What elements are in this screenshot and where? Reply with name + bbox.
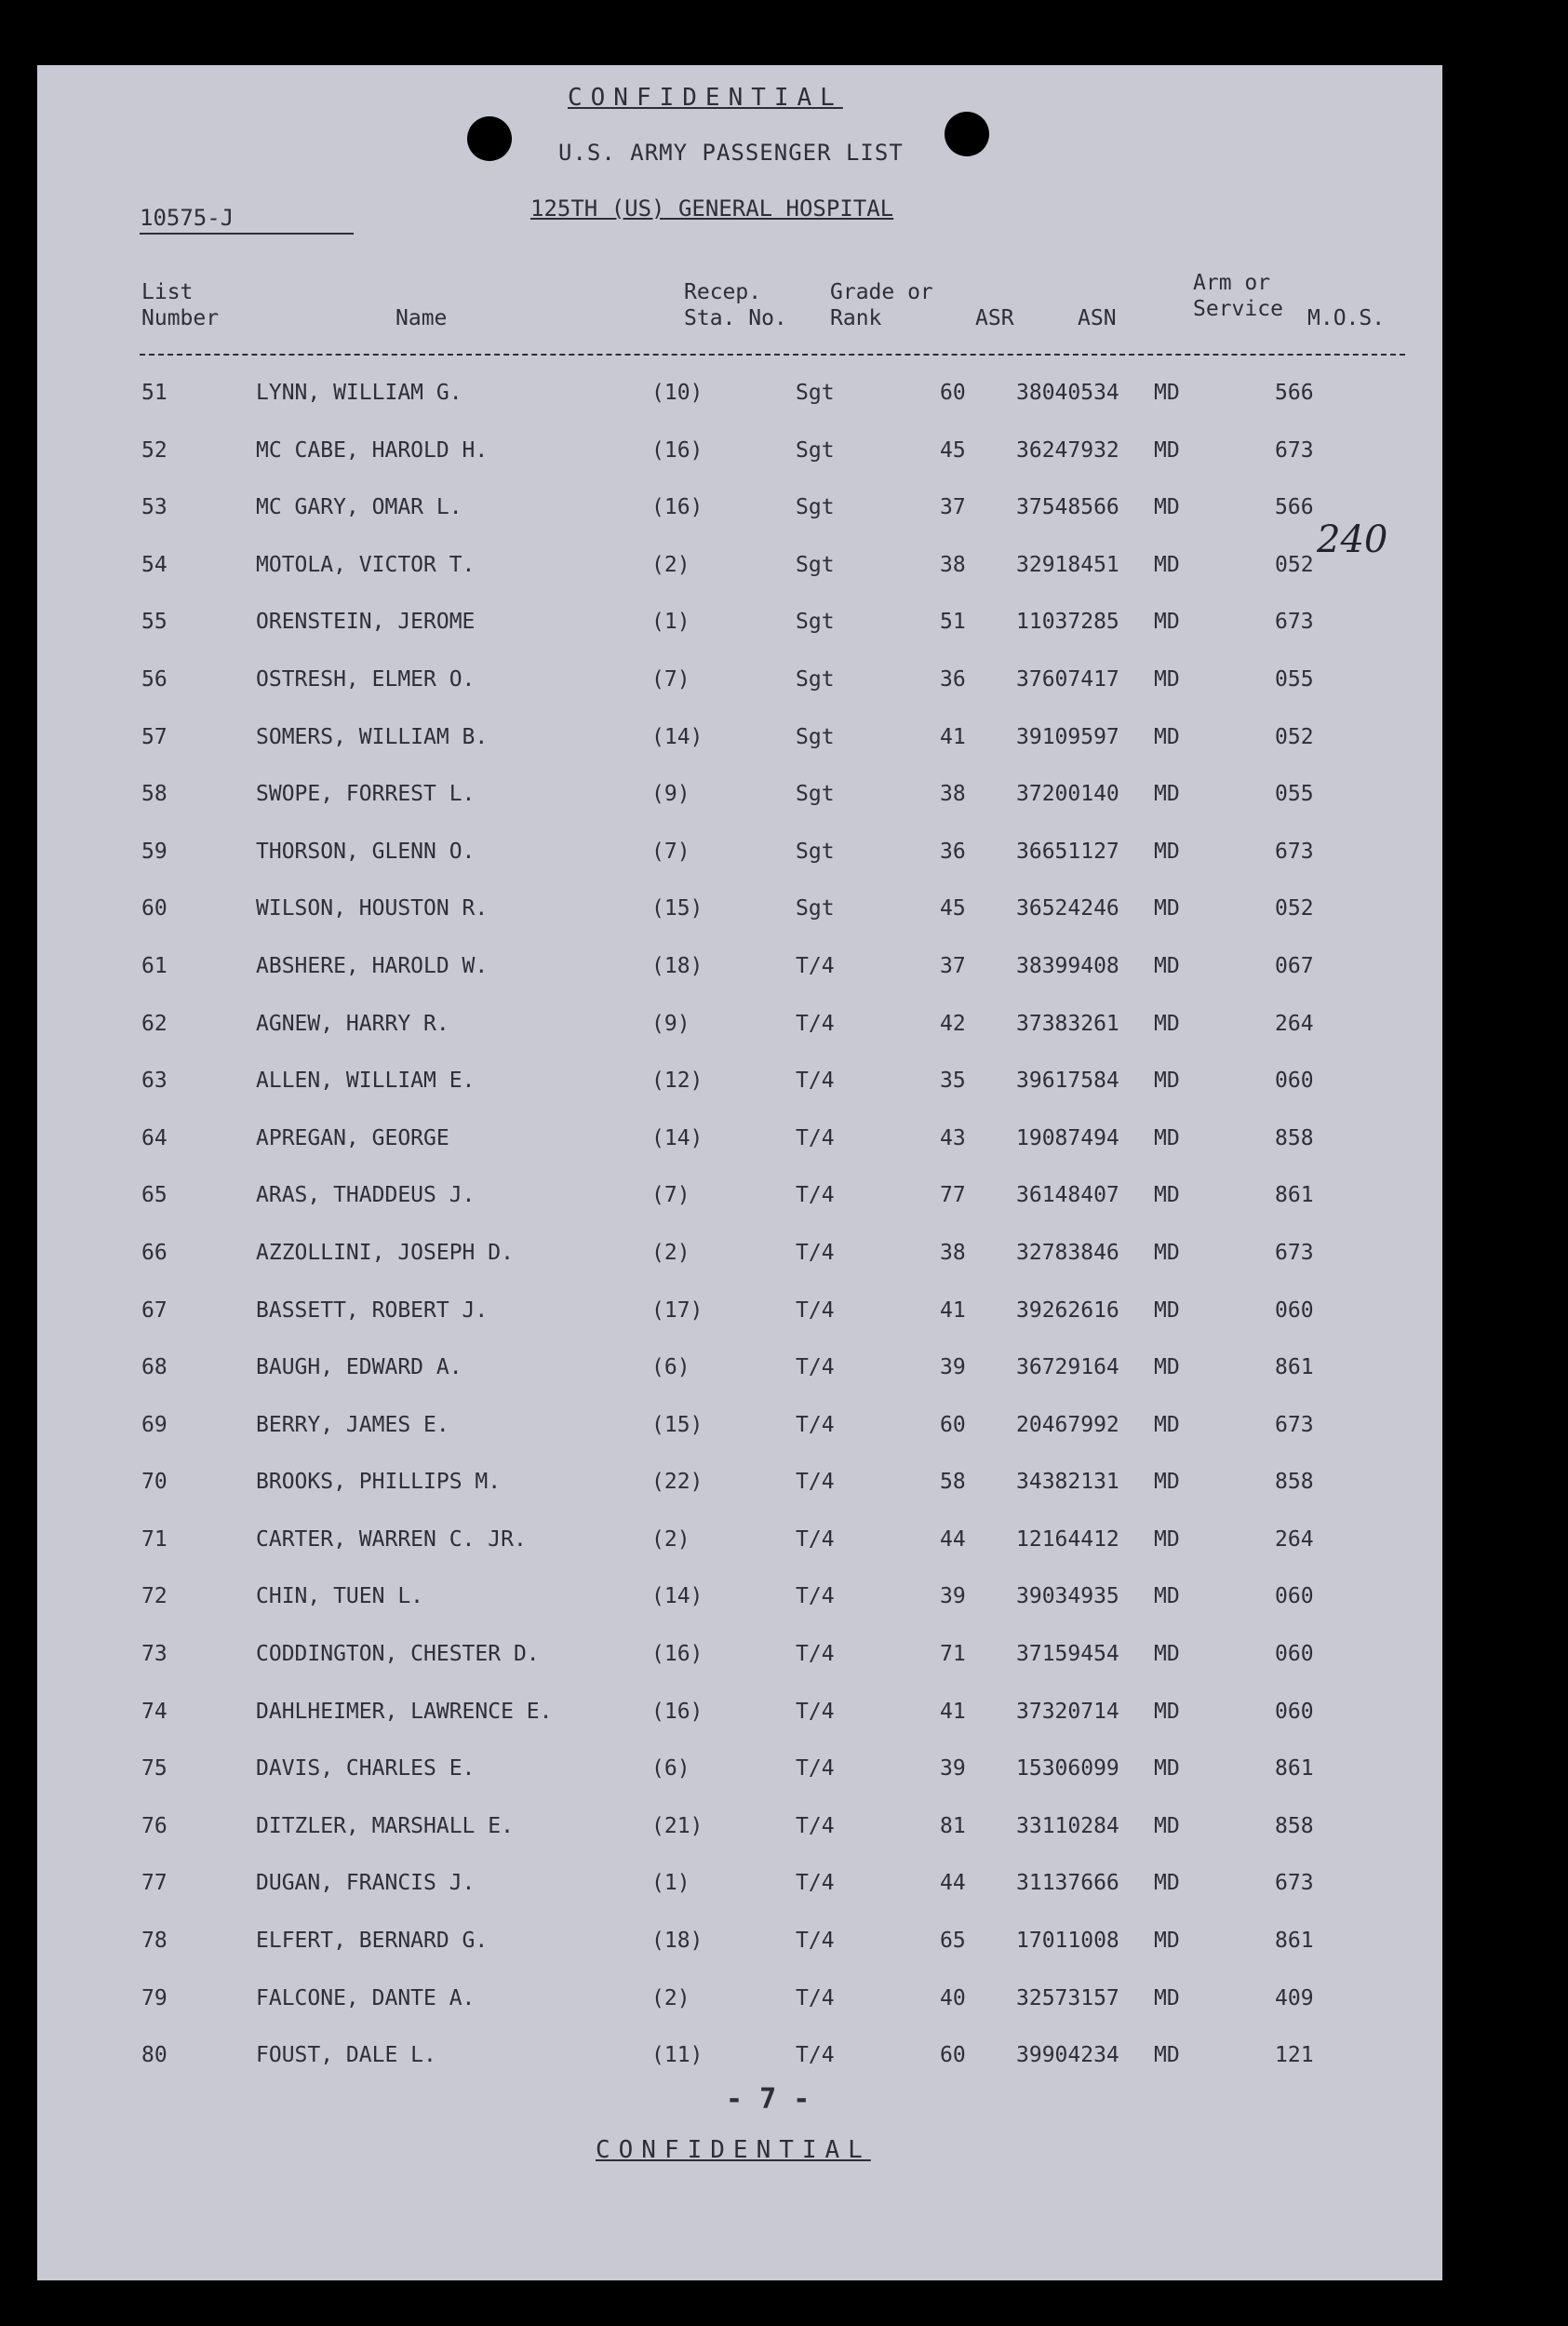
mos-code: 121: [1275, 2043, 1314, 2068]
grade: T/4: [796, 953, 835, 978]
grade: T/4: [796, 1642, 835, 1667]
passenger-name: AZZOLLINI, JOSEPH D.: [256, 1240, 514, 1265]
table-row: [37, 1916, 1442, 1973]
table-row: [37, 712, 1442, 770]
passenger-name: LYNN, WILLIAM G.: [256, 381, 462, 405]
arm-service: MD: [1154, 1297, 1180, 1323]
arm-service: MD: [1154, 1871, 1180, 1896]
arm-service: MD: [1154, 896, 1180, 921]
col-arm: Arm or Service: [1193, 271, 1283, 321]
asn-number: 37200140: [1016, 782, 1119, 807]
table-row: [37, 482, 1442, 540]
grade: T/4: [796, 1526, 835, 1552]
table-row: [37, 425, 1442, 483]
mos-code: 060: [1275, 1297, 1314, 1323]
asr-score: 51: [940, 610, 966, 635]
mos-code: 566: [1275, 495, 1314, 520]
asr-score: 44: [940, 1871, 966, 1896]
mos-code: 060: [1275, 1642, 1314, 1667]
mos-code: 052: [1275, 896, 1314, 921]
col-asn: ASN: [1078, 306, 1117, 330]
recep-station: (1): [651, 610, 690, 635]
mos-code: 566: [1275, 381, 1314, 405]
passenger-name: ORENSTEIN, JEROME: [256, 610, 476, 635]
mos-code: 861: [1275, 1929, 1314, 1954]
recep-station: (16): [651, 1699, 704, 1724]
arm-service: MD: [1154, 839, 1180, 864]
list-number: 55: [141, 610, 168, 635]
arm-service: MD: [1154, 1125, 1180, 1150]
passenger-name: BASSETT, ROBERT J.: [256, 1297, 489, 1323]
mos-code: 858: [1275, 1470, 1314, 1495]
arm-service: MD: [1154, 1699, 1180, 1724]
grade: T/4: [796, 2043, 835, 2068]
table-row: [37, 1113, 1442, 1171]
table-row: [37, 1228, 1442, 1285]
asr-score: 39: [940, 1756, 966, 1781]
grade: Sgt: [796, 437, 835, 463]
grade: T/4: [796, 1069, 835, 1094]
arm-service: MD: [1154, 782, 1180, 807]
asn-number: 37383261: [1016, 1011, 1119, 1036]
arm-service: MD: [1154, 381, 1180, 405]
mos-code: 673: [1275, 1240, 1314, 1265]
mos-code: 673: [1275, 1412, 1314, 1437]
grade: Sgt: [796, 839, 835, 864]
list-number: 76: [141, 1813, 168, 1838]
table-row: [37, 827, 1442, 884]
asr-score: 38: [940, 552, 966, 577]
table-row: [37, 597, 1442, 654]
mos-code: 067: [1275, 953, 1314, 978]
passenger-name: OSTRESH, ELMER O.: [256, 666, 476, 692]
recep-station: (10): [651, 381, 704, 405]
recep-station: (16): [651, 437, 704, 463]
arm-service: MD: [1154, 1584, 1180, 1609]
table-row: [37, 883, 1442, 941]
passenger-name: MOTOLA, VICTOR T.: [256, 552, 476, 577]
recep-station: (16): [651, 495, 704, 520]
recep-station: (2): [651, 1526, 690, 1552]
passenger-name: ABSHERE, HAROLD W.: [256, 953, 489, 978]
recep-station: (11): [651, 2043, 704, 2068]
asn-number: 36148407: [1016, 1183, 1119, 1208]
list-number: 61: [141, 953, 168, 978]
asr-score: 38: [940, 1240, 966, 1265]
mos-code: 673: [1275, 437, 1314, 463]
asn-number: 33110284: [1016, 1813, 1119, 1838]
asr-score: 43: [940, 1125, 966, 1150]
arm-service: MD: [1154, 724, 1180, 749]
grade: T/4: [796, 1297, 835, 1323]
list-number: 66: [141, 1240, 168, 1265]
recep-station: (7): [651, 839, 690, 864]
asn-number: 39109597: [1016, 724, 1119, 749]
grade: Sgt: [796, 381, 835, 405]
asn-number: 32918451: [1016, 552, 1119, 577]
grade: T/4: [796, 1470, 835, 1495]
asr-score: 37: [940, 953, 966, 978]
asr-score: 81: [940, 1813, 966, 1838]
asr-score: 41: [940, 1699, 966, 1724]
asn-number: 11037285: [1016, 610, 1119, 635]
arm-service: MD: [1154, 1642, 1180, 1667]
asn-number: 36524246: [1016, 896, 1119, 921]
mos-code: 409: [1275, 1985, 1314, 2010]
recep-station: (21): [651, 1813, 704, 1838]
mos-code: 055: [1275, 782, 1314, 807]
mos-code: 858: [1275, 1125, 1314, 1150]
asr-score: 45: [940, 437, 966, 463]
grade: T/4: [796, 1183, 835, 1208]
mos-code: 264: [1275, 1526, 1314, 1552]
mos-code: 858: [1275, 1813, 1314, 1838]
recep-station: (7): [651, 666, 690, 692]
list-number: 51: [141, 381, 168, 405]
arm-service: MD: [1154, 610, 1180, 635]
asn-number: 37548566: [1016, 495, 1119, 520]
list-number: 57: [141, 724, 168, 749]
passenger-name: CARTER, WARREN C. JR.: [256, 1526, 527, 1552]
table-row: [37, 540, 1442, 598]
passenger-name: SOMERS, WILLIAM B.: [256, 724, 489, 749]
table-row: [37, 654, 1442, 712]
arm-service: MD: [1154, 1813, 1180, 1838]
asn-number: 36651127: [1016, 839, 1119, 864]
table-row: [37, 2030, 1442, 2088]
passenger-name: AGNEW, HARRY R.: [256, 1011, 449, 1036]
list-number: 64: [141, 1125, 168, 1150]
grade: T/4: [796, 1011, 835, 1036]
asr-score: 35: [940, 1069, 966, 1094]
asn-number: 36247932: [1016, 437, 1119, 463]
passenger-name: ARAS, THADDEUS J.: [256, 1183, 476, 1208]
passenger-name: BERRY, JAMES E.: [256, 1412, 449, 1437]
recep-station: (9): [651, 782, 690, 807]
asr-score: 39: [940, 1584, 966, 1609]
grade: Sgt: [796, 610, 835, 635]
recep-station: (12): [651, 1069, 704, 1094]
asr-score: 40: [940, 1985, 966, 2010]
mos-code: 861: [1275, 1355, 1314, 1380]
grade: T/4: [796, 1125, 835, 1150]
asr-score: 77: [940, 1183, 966, 1208]
mos-code: 052: [1275, 724, 1314, 749]
classification-footer: CONFIDENTIAL: [596, 2136, 871, 2164]
table-row: [37, 1629, 1442, 1687]
passenger-name: DITZLER, MARSHALL E.: [256, 1813, 514, 1838]
grade: Sgt: [796, 724, 835, 749]
arm-service: MD: [1154, 1470, 1180, 1495]
col-recep-sta: Recep. Sta. No.: [684, 280, 787, 330]
list-number: 80: [141, 2043, 168, 2068]
arm-service: MD: [1154, 1183, 1180, 1208]
recep-station: (2): [651, 1985, 690, 2010]
asr-score: 44: [940, 1526, 966, 1552]
asn-number: 39904234: [1016, 2043, 1119, 2068]
table-row: [37, 1457, 1442, 1514]
col-mos: M.O.S.: [1307, 306, 1386, 330]
passenger-name: DAVIS, CHARLES E.: [256, 1756, 476, 1781]
table-row: [37, 1743, 1442, 1801]
recep-station: (14): [651, 724, 704, 749]
asn-number: 32573157: [1016, 1985, 1119, 2010]
arm-service: MD: [1154, 552, 1180, 577]
table-row: [37, 1973, 1442, 2031]
recep-station: (6): [651, 1756, 690, 1781]
page-number: - 7 -: [726, 2083, 811, 2116]
punch-hole-left: [467, 116, 512, 161]
passenger-name: BAUGH, EDWARD A.: [256, 1355, 462, 1380]
table-row: [37, 999, 1442, 1056]
asn-number: 39262616: [1016, 1297, 1119, 1323]
list-number: 79: [141, 1985, 168, 2010]
passenger-name: CHIN, TUEN L.: [256, 1584, 424, 1609]
list-number: 65: [141, 1183, 168, 1208]
mos-code: 060: [1275, 1699, 1314, 1724]
recep-station: (22): [651, 1470, 704, 1495]
asr-score: 39: [940, 1355, 966, 1380]
grade: Sgt: [796, 495, 835, 520]
grade: Sgt: [796, 552, 835, 577]
table-row: [37, 1571, 1442, 1629]
asn-number: 34382131: [1016, 1470, 1119, 1495]
grade: Sgt: [796, 896, 835, 921]
table-row: [37, 941, 1442, 999]
arm-service: MD: [1154, 1929, 1180, 1954]
asn-number: 39034935: [1016, 1584, 1119, 1609]
recep-station: (14): [651, 1125, 704, 1150]
arm-service: MD: [1154, 2043, 1180, 2068]
arm-service: MD: [1154, 1412, 1180, 1437]
grade: Sgt: [796, 782, 835, 807]
asn-number: 20467992: [1016, 1412, 1119, 1437]
arm-service: MD: [1154, 1011, 1180, 1036]
mos-code: 060: [1275, 1069, 1314, 1094]
handwritten-annotation: 240: [1317, 518, 1388, 561]
arm-service: MD: [1154, 1355, 1180, 1380]
list-number: 75: [141, 1756, 168, 1781]
asn-number: 32783846: [1016, 1240, 1119, 1265]
arm-service: MD: [1154, 666, 1180, 692]
asn-number: 17011008: [1016, 1929, 1119, 1954]
recep-station: (15): [651, 1412, 704, 1437]
grade: Sgt: [796, 666, 835, 692]
classification-header: CONFIDENTIAL: [568, 84, 843, 112]
asr-score: 38: [940, 782, 966, 807]
list-number: 67: [141, 1297, 168, 1323]
recep-station: (15): [651, 896, 704, 921]
arm-service: MD: [1154, 495, 1180, 520]
asr-score: 58: [940, 1470, 966, 1495]
col-grade: Grade or Rank: [830, 280, 933, 330]
passenger-name: DUGAN, FRANCIS J.: [256, 1871, 476, 1896]
passenger-name: FOUST, DALE L.: [256, 2043, 436, 2068]
list-number: 58: [141, 782, 168, 807]
asn-number: 37159454: [1016, 1642, 1119, 1667]
grade: T/4: [796, 1240, 835, 1265]
document-title: U.S. ARMY PASSENGER LIST: [558, 140, 904, 166]
table-row: [37, 1514, 1442, 1572]
asn-number: 15306099: [1016, 1756, 1119, 1781]
asn-number: 12164412: [1016, 1526, 1119, 1552]
mos-code: 673: [1275, 1871, 1314, 1896]
asr-score: 36: [940, 666, 966, 692]
asn-number: 38399408: [1016, 953, 1119, 978]
asr-score: 45: [940, 896, 966, 921]
arm-service: MD: [1154, 1240, 1180, 1265]
table-row: [37, 1400, 1442, 1458]
arm-service: MD: [1154, 1069, 1180, 1094]
table-row: [37, 1858, 1442, 1916]
mos-code: 264: [1275, 1011, 1314, 1036]
arm-service: MD: [1154, 1756, 1180, 1781]
mos-code: 673: [1275, 610, 1314, 635]
list-number: 60: [141, 896, 168, 921]
asr-score: 36: [940, 839, 966, 864]
grade: T/4: [796, 1355, 835, 1380]
recep-station: (6): [651, 1355, 690, 1380]
list-number: 59: [141, 839, 168, 864]
passenger-name: MC GARY, OMAR L.: [256, 495, 462, 520]
recep-station: (2): [651, 1240, 690, 1265]
grade: T/4: [796, 1584, 835, 1609]
mos-code: 055: [1275, 666, 1314, 692]
list-number: 62: [141, 1011, 168, 1036]
grade: T/4: [796, 1756, 835, 1781]
mos-code: 060: [1275, 1584, 1314, 1609]
mos-code: 673: [1275, 839, 1314, 864]
asn-number: 37320714: [1016, 1699, 1119, 1724]
table-row: [37, 769, 1442, 827]
grade: T/4: [796, 1412, 835, 1437]
asr-score: 41: [940, 724, 966, 749]
document-number: 10575-J: [140, 205, 354, 235]
table-row: [37, 1687, 1442, 1744]
list-number: 74: [141, 1699, 168, 1724]
recep-station: (18): [651, 1929, 704, 1954]
passenger-rows: [37, 368, 1442, 2088]
asr-score: 71: [940, 1642, 966, 1667]
col-list-number: List Number: [141, 280, 220, 330]
passenger-name: MC CABE, HAROLD H.: [256, 437, 489, 463]
mos-code: 861: [1275, 1756, 1314, 1781]
arm-service: MD: [1154, 437, 1180, 463]
passenger-name: FALCONE, DANTE A.: [256, 1985, 476, 2010]
unit-name: 125TH (US) GENERAL HOSPITAL: [530, 195, 894, 222]
list-number: 54: [141, 552, 168, 577]
passenger-name: BROOKS, PHILLIPS M.: [256, 1470, 502, 1495]
list-number: 69: [141, 1412, 168, 1437]
recep-station: (18): [651, 953, 704, 978]
grade: T/4: [796, 1929, 835, 1954]
table-row: [37, 368, 1442, 425]
asr-score: 65: [940, 1929, 966, 1954]
list-number: 70: [141, 1470, 168, 1495]
passenger-name: DAHLHEIMER, LAWRENCE E.: [256, 1699, 553, 1724]
table-row: [37, 1170, 1442, 1228]
list-number: 68: [141, 1355, 168, 1380]
table-row: [37, 1055, 1442, 1113]
asr-score: 37: [940, 495, 966, 520]
recep-station: (7): [651, 1183, 690, 1208]
asn-number: 39617584: [1016, 1069, 1119, 1094]
asr-score: 60: [940, 381, 966, 405]
recep-station: (16): [651, 1642, 704, 1667]
passenger-name: APREGAN, GEORGE: [256, 1125, 449, 1150]
recep-station: (2): [651, 552, 690, 577]
list-number: 52: [141, 437, 168, 463]
asr-score: 41: [940, 1297, 966, 1323]
arm-service: MD: [1154, 953, 1180, 978]
arm-service: MD: [1154, 1985, 1180, 2010]
asn-number: 31137666: [1016, 1871, 1119, 1896]
list-number: 63: [141, 1069, 168, 1094]
column-headers: [140, 271, 1405, 356]
asr-score: 42: [940, 1011, 966, 1036]
asn-number: 19087494: [1016, 1125, 1119, 1150]
asn-number: 37607417: [1016, 666, 1119, 692]
mos-code: 861: [1275, 1183, 1314, 1208]
passenger-name: THORSON, GLENN O.: [256, 839, 476, 864]
document-page: [37, 65, 1442, 2280]
asr-score: 60: [940, 1412, 966, 1437]
list-number: 72: [141, 1584, 168, 1609]
arm-service: MD: [1154, 1526, 1180, 1552]
asr-score: 60: [940, 2043, 966, 2068]
grade: T/4: [796, 1985, 835, 2010]
recep-station: (17): [651, 1297, 704, 1323]
passenger-name: ALLEN, WILLIAM E.: [256, 1069, 476, 1094]
col-asr: ASR: [975, 306, 1014, 330]
passenger-name: CODDINGTON, CHESTER D.: [256, 1642, 540, 1667]
list-number: 78: [141, 1929, 168, 1954]
recep-station: (14): [651, 1584, 704, 1609]
list-number: 73: [141, 1642, 168, 1667]
table-row: [37, 1285, 1442, 1343]
passenger-name: SWOPE, FORREST L.: [256, 782, 476, 807]
list-number: 77: [141, 1871, 168, 1896]
list-number: 56: [141, 666, 168, 692]
asn-number: 36729164: [1016, 1355, 1119, 1380]
list-number: 71: [141, 1526, 168, 1552]
asn-number: 38040534: [1016, 381, 1119, 405]
grade: T/4: [796, 1871, 835, 1896]
recep-station: (1): [651, 1871, 690, 1896]
grade: T/4: [796, 1699, 835, 1724]
list-number: 53: [141, 495, 168, 520]
recep-station: (9): [651, 1011, 690, 1036]
col-name: Name: [395, 306, 448, 330]
passenger-name: ELFERT, BERNARD G.: [256, 1929, 489, 1954]
mos-code: 052: [1275, 552, 1314, 577]
table-row: [37, 1801, 1442, 1859]
passenger-name: WILSON, HOUSTON R.: [256, 896, 489, 921]
table-row: [37, 1342, 1442, 1400]
punch-hole-right: [945, 112, 989, 156]
grade: T/4: [796, 1813, 835, 1838]
